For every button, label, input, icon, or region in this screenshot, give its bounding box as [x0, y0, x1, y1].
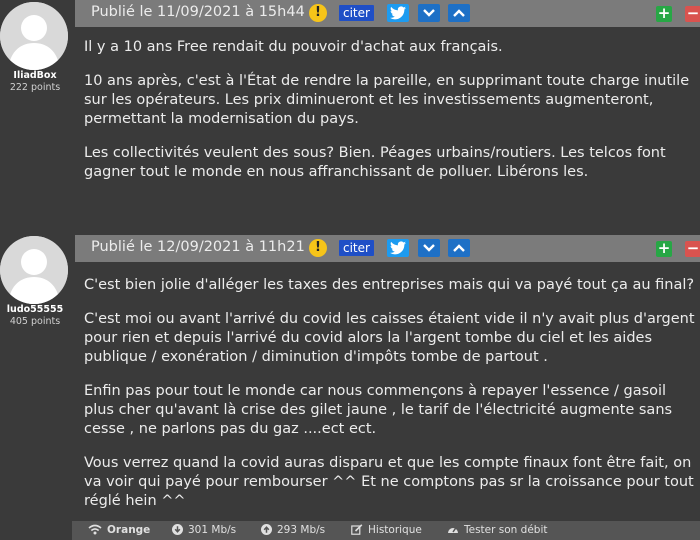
history-link[interactable]	[351, 524, 422, 536]
comment-header	[75, 235, 700, 262]
speed-test-label[interactable]: Tester son débit	[464, 524, 548, 536]
upvote-plus-button[interactable]: +	[657, 239, 671, 257]
comment-paragraph: 10 ans après, c'est à l'État de rendre la pareille, en supprimant toute charge inutile sur les opérateurs. Les prix diminueront et les investissements augmenteront, permettant la modernisation du pays.	[84, 73, 690, 127]
comment-paragraph: C'est bien jolie d'alléger les taxes des entreprises mais qui va payé tout ça au final?	[84, 277, 695, 293]
chevron-up-icon[interactable]	[448, 239, 470, 257]
twitter-share-icon[interactable]	[387, 4, 409, 22]
chevron-down-icon[interactable]	[418, 239, 440, 257]
quote-button[interactable]: citer	[339, 5, 374, 21]
download-value: 301 Mb/s	[188, 524, 237, 536]
upload-icon	[261, 524, 272, 535]
chevron-down-icon[interactable]	[418, 4, 440, 22]
comment-paragraph: C'est moi ou avant l'arrivé du covid les caisses étaient vide il n'y avait plus d'argent pour rien et depuis l'arrivé du covid alors la l'argent tombe du ciel et les aides publique / exonération / diminution d'impôts tombe de partout .	[84, 311, 695, 365]
comment-header	[75, 0, 700, 27]
avatar[interactable]	[0, 2, 68, 70]
post-date: Publié le 12/09/2021 à 11h21	[91, 239, 305, 255]
upload-value: 293 Mb/s	[277, 524, 326, 536]
author-points: 405 points	[9, 316, 61, 327]
comment-paragraph: Vous verrez quand la covid auras disparu et que les compte finaux font être fait, on va voir qui payé pour rembourser ^^ Et ne comptons pas sr la croissance pour tout réglé hein ^^	[84, 455, 694, 509]
quote-button[interactable]: citer	[339, 240, 374, 256]
history-label[interactable]: Historique	[368, 524, 422, 536]
comment-paragraph: Il y a 10 ans Free rendait du pouvoir d'achat aux français.	[84, 39, 503, 55]
comment	[0, 0, 700, 230]
author-points: 222 points	[9, 82, 61, 93]
comment-body	[84, 38, 698, 197]
upload-speed	[261, 524, 325, 536]
wifi-icon	[88, 524, 102, 535]
author-name[interactable]: ludo55555	[6, 304, 64, 315]
report-warning-icon[interactable]: !	[309, 4, 327, 22]
downvote-minus-button[interactable]: −	[686, 4, 700, 22]
operator-name: Orange	[107, 524, 151, 536]
download-speed	[172, 524, 236, 536]
downvote-minus-button[interactable]: −	[686, 239, 700, 257]
post-date: Publié le 11/09/2021 à 15h44	[91, 4, 305, 20]
author-name[interactable]: IliadBox	[13, 70, 57, 81]
speed-test-link[interactable]	[447, 524, 548, 536]
connection-footer	[72, 521, 700, 540]
edit-icon	[351, 524, 363, 535]
comment	[0, 234, 700, 518]
comment-paragraph: Les collectivités veulent des sous? Bien. Péages urbains/routiers. Les telcos font gagner tout le monde en nous affranchissant de polluer. Libérons les.	[84, 145, 666, 180]
comment-paragraph: Enfin pas pour tout le monde car nous commençons à repayer l'essence / gasoil plus cher qu'avant là crise des gilet jaune , le tarif de l'électricité augmente sans cesse , ne parlons pas du gaz ....ect ect.	[84, 383, 673, 437]
speedometer-icon	[447, 524, 459, 535]
download-icon	[172, 524, 183, 535]
chevron-up-icon[interactable]	[448, 4, 470, 22]
twitter-share-icon[interactable]	[387, 239, 409, 257]
report-warning-icon[interactable]: !	[309, 239, 327, 257]
operator-info	[88, 524, 150, 536]
avatar[interactable]	[0, 236, 68, 304]
upvote-plus-button[interactable]: +	[657, 4, 671, 22]
comment-body	[84, 276, 698, 526]
